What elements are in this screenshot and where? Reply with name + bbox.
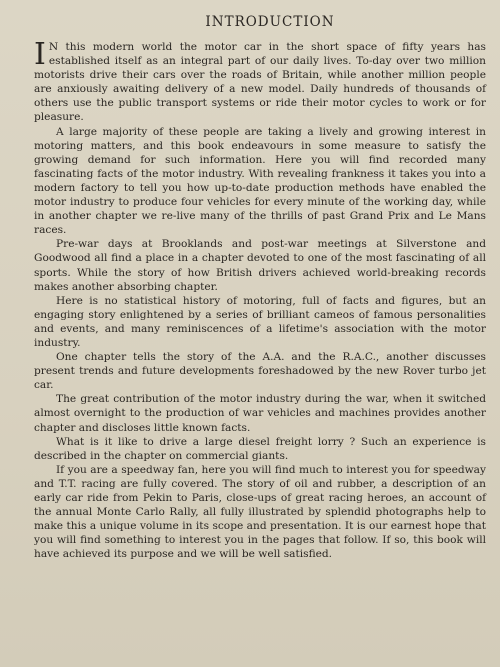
paragraph-1-text: N this modern world the motor car in the short space of fifty years has established itself as an integral part of our daily lives. To-day over two million motorists drive their cars over the roads of Britain, while another million people are anxiously awaiting delivery of a new model. Daily hundreds of thousands of others use the public transport systems or ride their motor cycles to work or for pleasure. <box>34 41 486 124</box>
drop-cap: I <box>34 37 46 72</box>
paragraph-8: If you are a speedway fan, here you will find much to interest you for speedway and T.T. racing are fully covered. The story of oil and rubber, a description of an early car ride from Pekin to Paris, close-ups of great racing heroes, an account of the annual Monte Carlo Rally, all fully illustrated by splendid photographs help to make this a unique volume in its scope and presentation. It is our earnest hope that you will find something to interest you in the pages that follow. If so, this book will have achieved its purpose and we will be well satisfied. <box>34 463 486 561</box>
paragraph-3: Pre-war days at Brooklands and post-war meetings at Silverstone and Goodwood all find a place in a chapter devoted to one of the most fascinating of all sports. While the story of how British drivers achieved world-breaking records makes another absorbing chapter. <box>34 238 486 293</box>
paragraph-6: The great contribution of the motor industry during the war, when it switched almost overnight to the production of war vehicles and machines provides another chapter and discloses little known facts. <box>34 393 486 434</box>
page-title: INTRODUCTION <box>205 14 335 30</box>
paragraph-2: A large majority of these people are taking a lively and growing interest in motoring matters, and this book endeavours in some measure to satisfy the growing demand for such information. Here you will find recorded many fascinating facts of the motor industry. With revealing frankness it takes you into a modern factory to tell you how up-to-date production methods have enabled the motor industry to produce four vehicles for every minute of the working day, while in another chapter we re-live many of the thrills of past Grand Prix and Le Mans races. <box>34 125 486 237</box>
paragraph-5: One chapter tells the story of the A.A. and the R.A.C., another discusses present trends and future developments foreshadowed by the new Rover turbo jet car. <box>34 351 486 392</box>
paragraph-4: Here is no statistical history of motoring, full of facts and figures, but an engaging story enlightened by a series of brilliant cameos of famous personalities and events, and many reminiscences of a lifetime's association with the motor industry. <box>34 294 486 349</box>
paragraph-1 <box>34 37 486 125</box>
paragraph-7: What is it like to drive a large diesel freight lorry ? Such an experience is described in the chapter on commercial giants. <box>34 435 486 462</box>
